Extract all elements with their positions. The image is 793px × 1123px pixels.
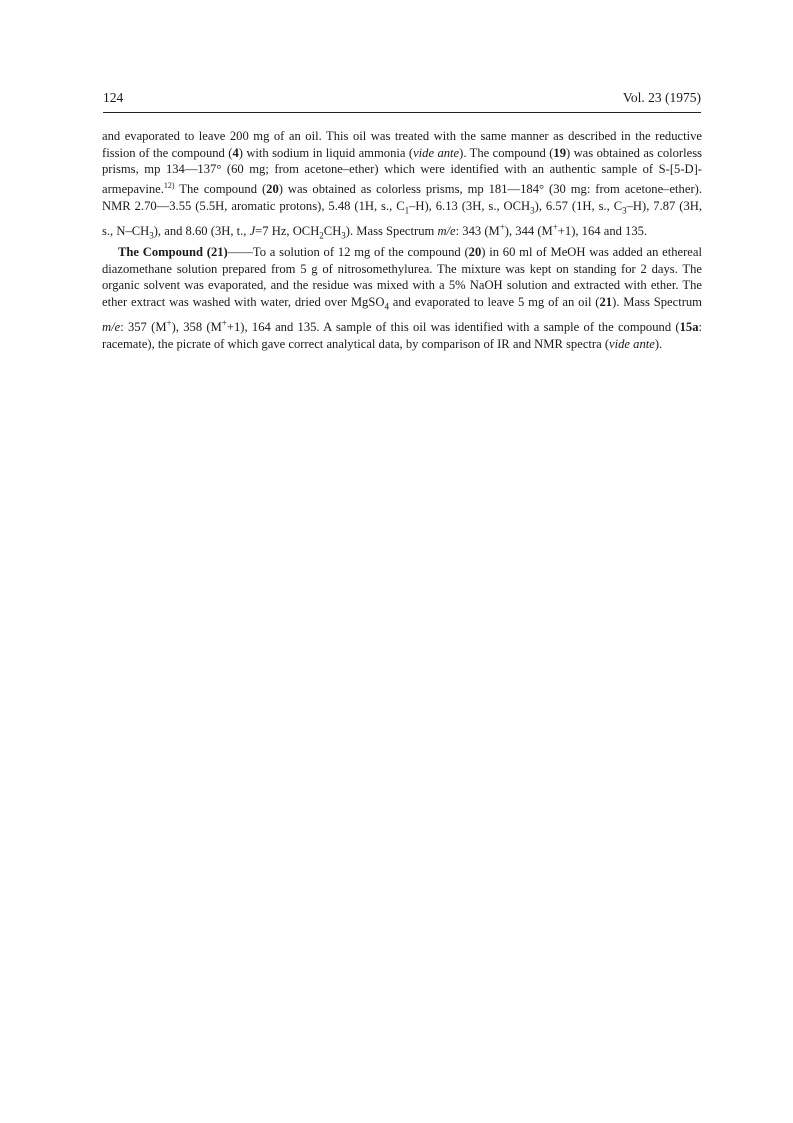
reference-mark: 12) [163, 180, 175, 190]
section-heading: The Compound (21) [118, 244, 228, 259]
page-number: 124 [103, 90, 124, 105]
paragraph-compound-21: The Compound (21)——To a solution of 12 mg of the compound (20) in 60 ml of MeOH was added an ethereal diazomethane solution prepared from 5 g of nitrosomethylurea. The mixture was kept on standing for 2 days. The organic solvent was evaporated, and the residue was mixed with a 5% NaOH solution and extracted with ether. The ether extract was washed with water, dried over MgSO$_4$ and evaporated to leave 5 mg of an oil (21). Mass Spectrum m/e: 357 (M+), 358 (M++1), 164 and 135. A sample of this oil was identified with a sample of the compound (15a: racemate), the picrate of which gave correct analytical data, by comparison of IR and NMR spectra (vide ante). [102, 244, 702, 351]
paragraph-compound-19-20: and evaporated to leave 200 mg of an oil. This oil was treated with the same manner as described in the reductive fission of the compound (4) with sodium in liquid ammonia (vide ante). The compound (19) was obtained as colorless prisms, mp 134—137° (60 mg; from acetone–ether) which were identified with an authentic sample of S-[5-D]-armepavine.$^{12)}$ The compound (20) was obtained as colorless prisms, mp 181—184° (30 mg: from acetone–ether). NMR 2.70—3.55 (5.5H, aromatic protons), 5.48 (1H, s., $C_1-H$), 6.13 (3H, s., $OCH_3$), 6.57 (1H, s., $C_3-H$), 7.87 (3H, s., $N-CH_3$), and 8.60 (3H, t., J=7 Hz, $OCH_2CH_3$). Mass Spectrum m/e: 343 (M+), 344 (M++1), 164 and 135. [102, 129, 702, 241]
experimental-text [102, 128, 702, 352]
journal-volume: Vol. 23 (1975) [622, 90, 701, 105]
running-header [103, 90, 701, 113]
